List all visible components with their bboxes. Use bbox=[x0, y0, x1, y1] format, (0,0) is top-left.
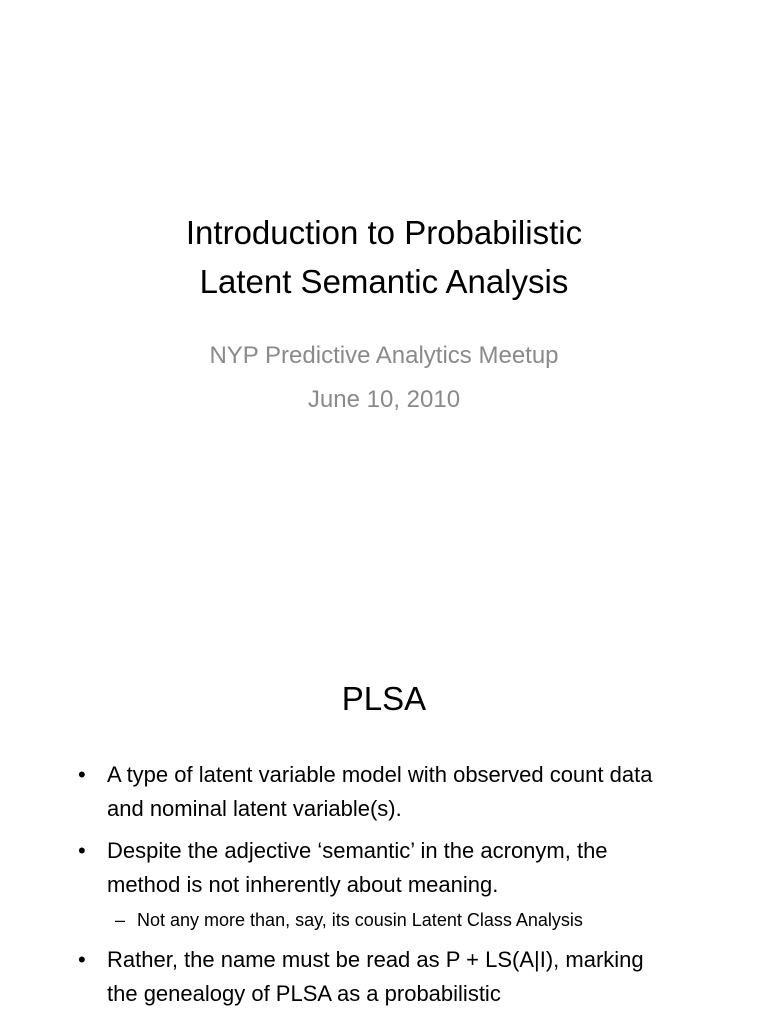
sub-bullet-item bbox=[107, 906, 678, 935]
plsa-slide bbox=[0, 576, 768, 1024]
sub-bullet-list bbox=[107, 906, 678, 935]
sub-bullet-marker: – bbox=[115, 910, 126, 930]
event-date: June 10, 2010 bbox=[307, 386, 461, 413]
event-name: NYP Predictive Analytics Meetup bbox=[209, 342, 559, 369]
bullet-item bbox=[78, 758, 678, 826]
bullet-item bbox=[78, 943, 678, 1011]
sub-bullet-text: Not any more than, say, its cousin Latent Class Analysis bbox=[137, 910, 583, 930]
bullet-text: Despite the adjective ‘semantic’ in the acronym, the method is not inherently about meaning. bbox=[107, 838, 608, 897]
bullet-marker: • bbox=[78, 838, 86, 863]
slide-subtitle bbox=[0, 334, 768, 422]
bullet-marker: • bbox=[78, 947, 86, 972]
bullet-text: A type of latent variable model with observed count data and nominal latent variable(s). bbox=[107, 762, 653, 821]
slide-title-line: Introduction to Probabilistic bbox=[185, 214, 583, 251]
slide-heading: PLSA bbox=[341, 680, 427, 717]
bullet-marker: • bbox=[78, 762, 86, 787]
bullet-text: Rather, the name must be read as P + LS(A|I), marking the genealogy of PLSA as a probabilistic bbox=[107, 947, 644, 1006]
bullet-list bbox=[78, 758, 678, 1019]
bullet-item bbox=[78, 834, 678, 935]
slide-title bbox=[0, 208, 768, 306]
slide-title-line: Latent Semantic Analysis bbox=[199, 263, 569, 300]
